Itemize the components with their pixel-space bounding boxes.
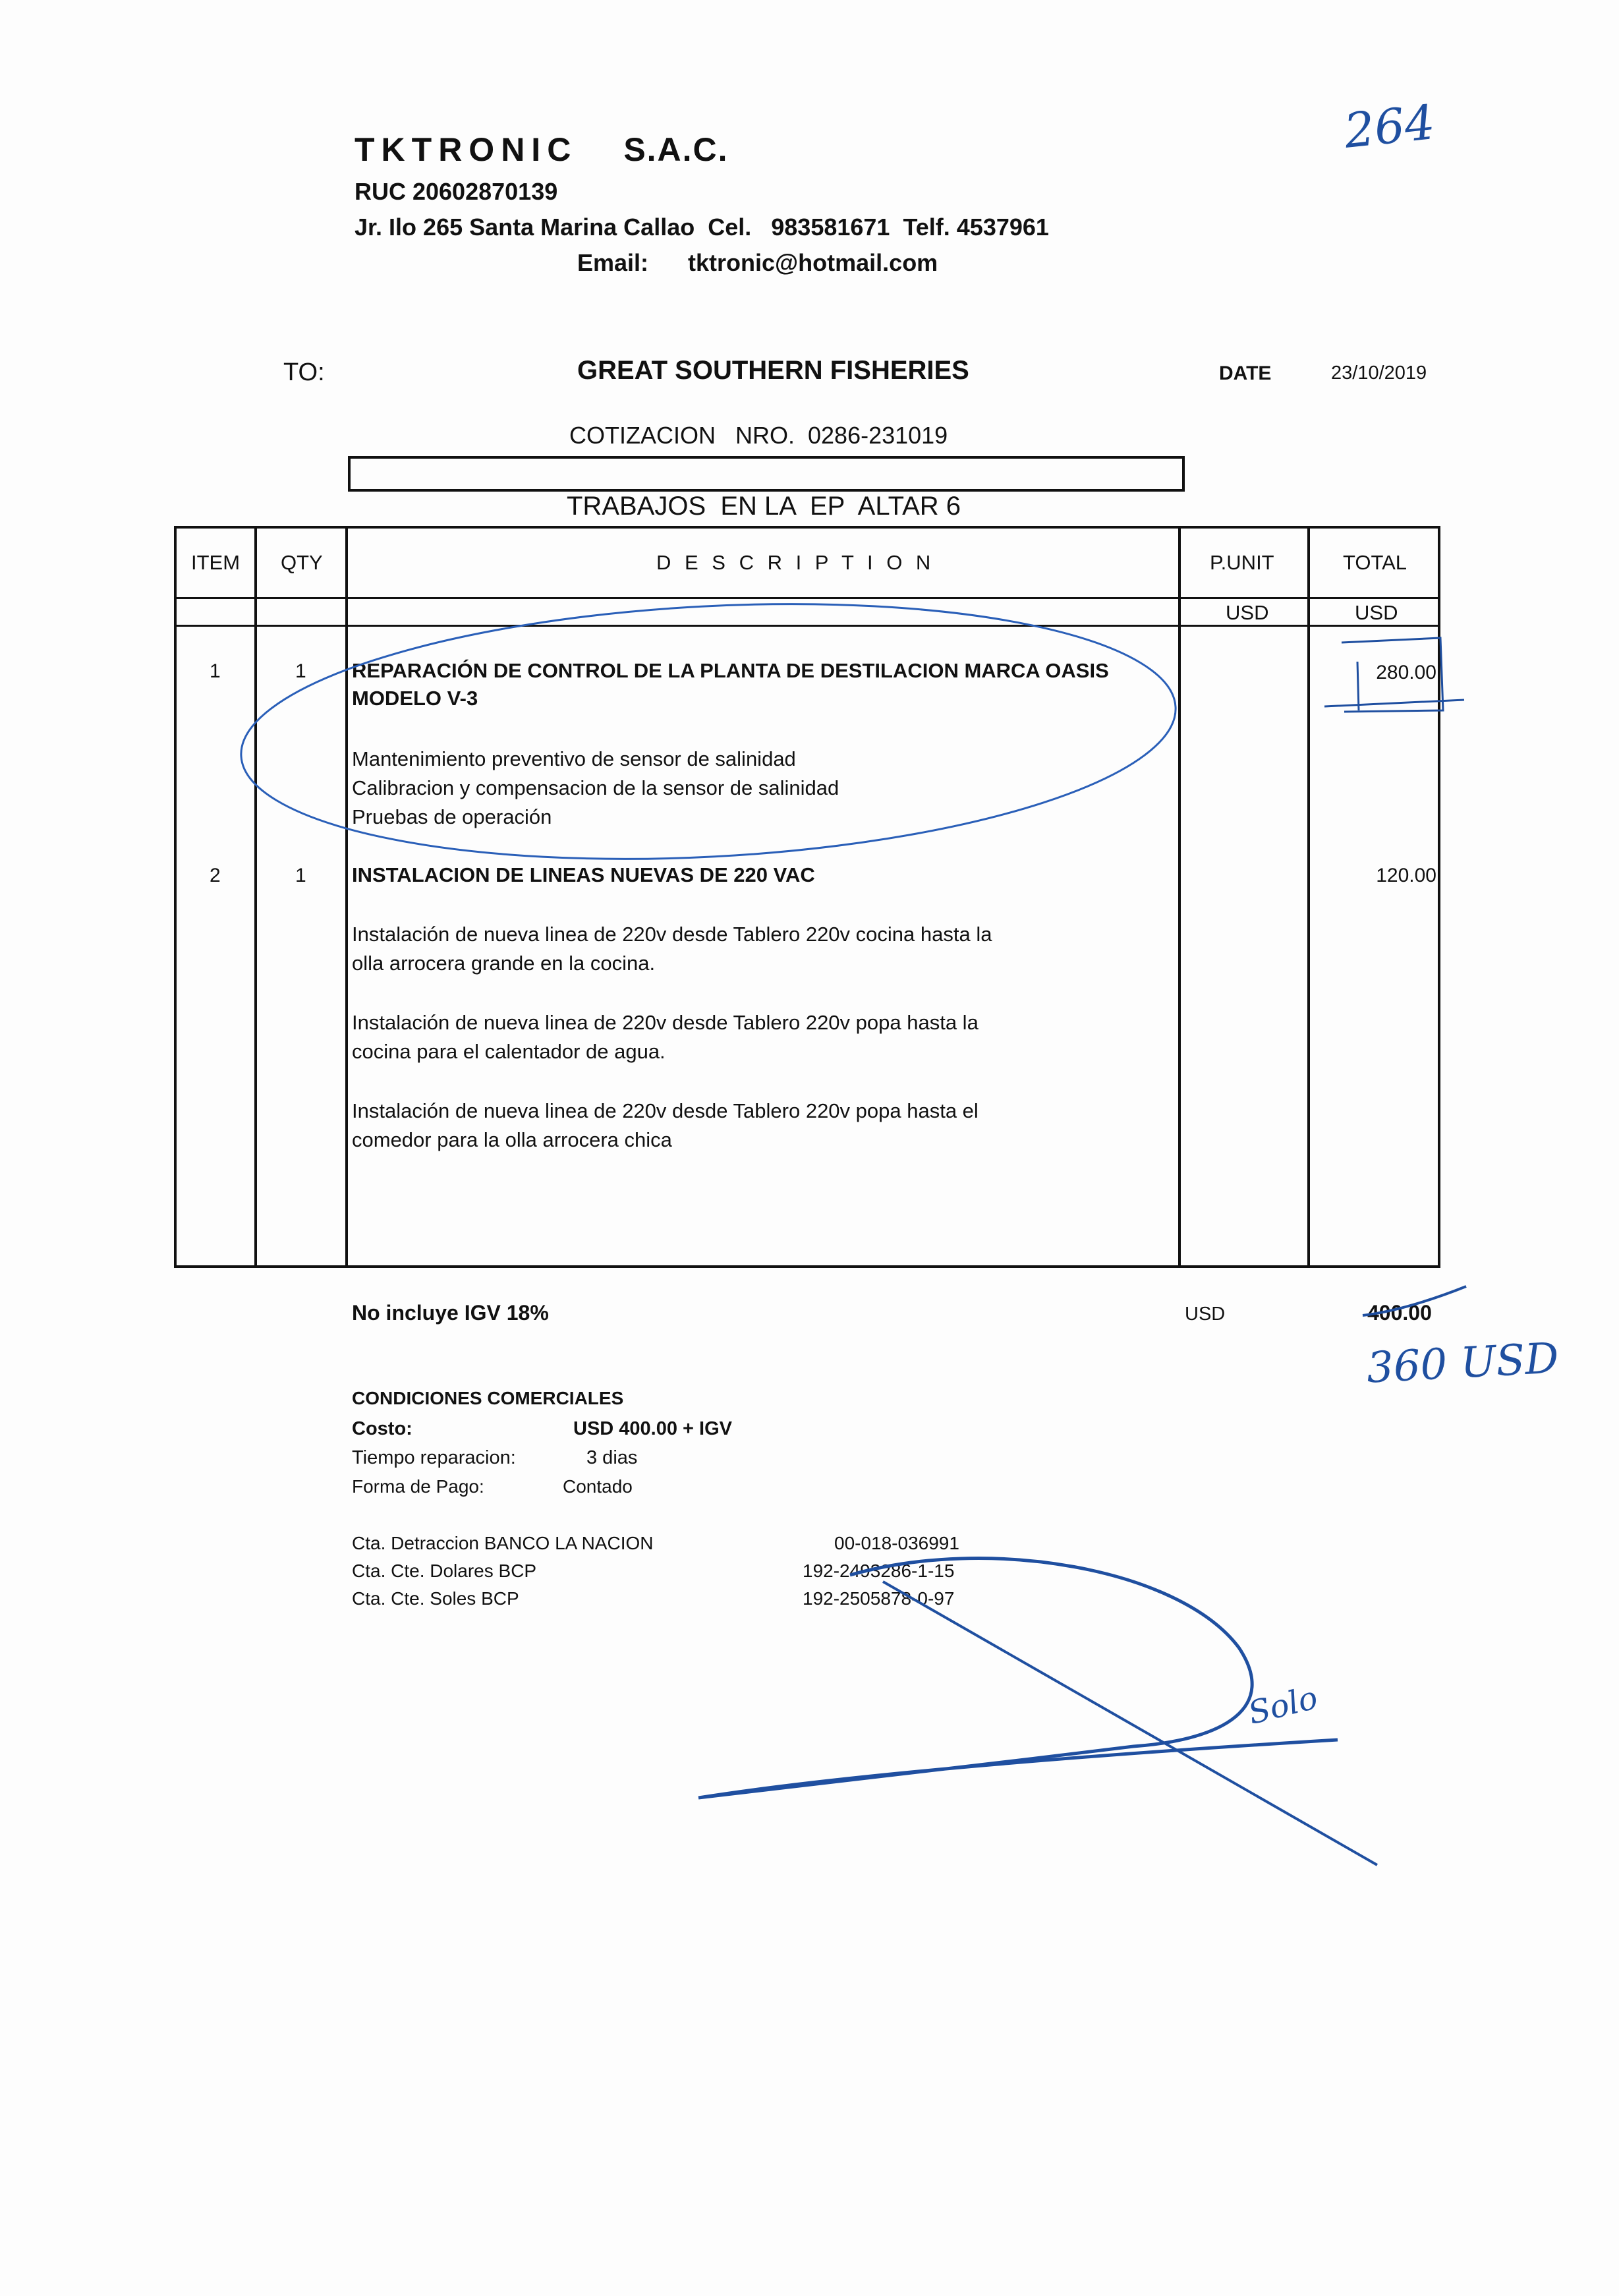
bank-number: 00-018-036991 xyxy=(834,1533,959,1553)
row1-qty: 1 xyxy=(295,660,306,682)
company-name: TKTRONIC S.A.C. xyxy=(355,131,729,168)
signature-slash xyxy=(883,1582,1377,1865)
company-ruc: RUC 20602870139 xyxy=(355,178,558,205)
company-address: Jr. Ilo 265 Santa Marina Callao Cel. 983581671 Telf. 4537961 xyxy=(355,214,1049,241)
row2-detail: Instalación de nueva linea de 220v desde Tablero 220v cocina hasta la xyxy=(352,923,992,946)
row2-detail: comedor para la olla arrocera chica xyxy=(352,1128,672,1151)
bank-label: Cta. Cte. Soles BCP xyxy=(352,1588,519,1609)
row1-total: 280.00 xyxy=(1376,662,1436,683)
row2-detail: olla arrocera grande en la cocina. xyxy=(352,952,656,975)
igv-note: No incluye IGV 18% xyxy=(352,1301,549,1325)
company-suffix: S.A.C. xyxy=(623,131,729,168)
row2-total: 120.00 xyxy=(1376,865,1436,886)
bank-number: 192-2493286-1-15 xyxy=(803,1561,955,1581)
handwritten-ellipse xyxy=(235,582,1182,881)
cost-label: Costo: xyxy=(352,1418,412,1439)
row2-detail: Instalación de nueva linea de 220v desde Tablero 220v popa hasta la xyxy=(352,1011,979,1034)
signature-stroke xyxy=(698,1559,1338,1798)
header-total: TOTAL xyxy=(1343,551,1407,574)
header-total-currency: USD xyxy=(1355,601,1398,624)
row2-item: 2 xyxy=(210,865,221,886)
client-name: GREAT SOUTHERN FISHERIES xyxy=(577,356,969,385)
handwritten-revised-total: 360 USD xyxy=(1365,1334,1560,1393)
time-value: 3 dias xyxy=(586,1447,638,1468)
header-qty: QTY xyxy=(281,551,323,574)
bank-number: 192-2505878-0-97 xyxy=(803,1588,955,1609)
email-label: Email: xyxy=(577,249,649,276)
footer-currency: USD xyxy=(1185,1304,1226,1325)
header-unit-price: P.UNIT xyxy=(1210,551,1274,574)
row1-detail: Calibracion y compensacion de la sensor de salinidad xyxy=(352,776,839,799)
row1-title-line2: MODELO V-3 xyxy=(352,687,478,710)
payment-value: Contado xyxy=(563,1476,633,1497)
project-title: TRABAJOS EN LA EP ALTAR 6 xyxy=(567,492,961,521)
row2-detail: cocina para el calentador de agua. xyxy=(352,1040,666,1063)
header-description: D E S C R I P T I O N xyxy=(656,551,935,574)
row1-title: REPARACIÓN DE CONTROL DE LA PLANTA DE DESTILACION MARCA OASIS xyxy=(352,659,1109,682)
date-value: 23/10/2019 xyxy=(1331,362,1427,384)
header-item: ITEM xyxy=(191,551,241,574)
bank-label: Cta. Cte. Dolares BCP xyxy=(352,1561,537,1581)
conditions-title: CONDICIONES COMERCIALES xyxy=(352,1388,624,1408)
handwritten-strike-400 xyxy=(1363,1286,1466,1315)
date-label: DATE xyxy=(1219,362,1272,384)
header-unit-currency: USD xyxy=(1226,601,1269,624)
footer-total: 400.00 xyxy=(1367,1301,1432,1325)
bank-label: Cta. Detraccion BANCO LA NACION xyxy=(352,1533,654,1553)
row2-detail: Instalación de nueva linea de 220v desde Tablero 220v popa hasta el xyxy=(352,1099,979,1122)
time-label: Tiempo reparacion: xyxy=(352,1447,516,1468)
email-value: tktronic@hotmail.com xyxy=(688,249,938,276)
row1-item: 1 xyxy=(210,660,221,682)
quote-label: COTIZACION xyxy=(569,422,716,449)
to-label: TO: xyxy=(283,359,325,386)
payment-label: Forma de Pago: xyxy=(352,1476,484,1497)
cost-value: USD 400.00 + IGV xyxy=(573,1418,732,1439)
handwritten-page-number: 264 xyxy=(1341,94,1438,159)
row1-detail: Mantenimiento preventivo de sensor de salinidad xyxy=(352,747,796,770)
handwritten-note: Solo xyxy=(1244,1679,1322,1732)
row1-detail: Pruebas de operación xyxy=(352,805,552,828)
row2-title: INSTALACION DE LINEAS NUEVAS DE 220 VAC xyxy=(352,863,815,886)
row2-qty: 1 xyxy=(295,865,306,886)
quote-nro: NRO. 0286-231019 xyxy=(735,422,948,449)
